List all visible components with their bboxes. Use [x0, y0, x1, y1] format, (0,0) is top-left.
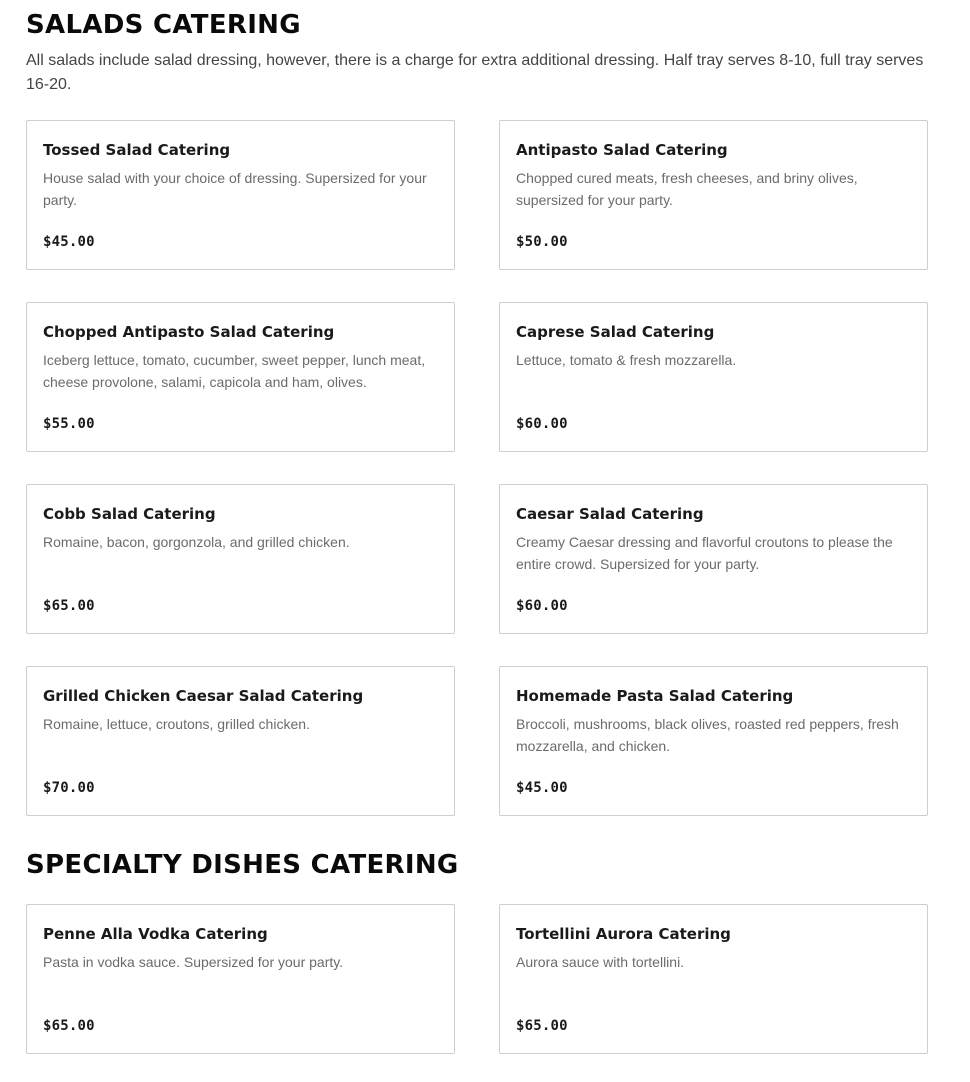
menu-item-price: $65.00: [43, 1018, 95, 1034]
menu-item-price: $70.00: [43, 780, 95, 796]
menu-item-card[interactable]: [26, 904, 455, 1054]
menu-item-name: Chopped Antipasto Salad Catering: [43, 323, 335, 341]
menu-item-name: Homemade Pasta Salad Catering: [516, 687, 794, 705]
menu-item-card[interactable]: [26, 302, 455, 452]
menu-item-description: Pasta in vodka sauce. Supersized for your party.: [43, 954, 344, 970]
menu-item-description: House salad with your choice of dressing. Supersized for your party.: [43, 170, 427, 208]
menu-item-description: Chopped cured meats, fresh cheeses, and briny olives, supersized for your party.: [516, 170, 858, 208]
menu-item-description: Creamy Caesar dressing and flavorful croutons to please the entire crowd. Supersized for your party.: [516, 534, 893, 572]
menu-item-name: Cobb Salad Catering: [43, 505, 216, 523]
menu-item-price: $60.00: [516, 598, 568, 614]
menu-item-price: $45.00: [516, 780, 568, 796]
specialty-item-grid: [26, 904, 928, 1054]
salads-item-grid: [26, 120, 928, 816]
menu-item-price: $65.00: [516, 1018, 568, 1034]
menu-item-card[interactable]: [499, 120, 928, 270]
menu-item-name: Penne Alla Vodka Catering: [43, 925, 268, 943]
menu-item-price: $65.00: [43, 598, 95, 614]
menu-item-card[interactable]: [499, 484, 928, 634]
menu-item-name: Caesar Salad Catering: [516, 505, 704, 523]
menu-item-name: Antipasto Salad Catering: [516, 141, 728, 159]
menu-item-card[interactable]: [26, 666, 455, 816]
menu-item-price: $55.00: [43, 416, 95, 432]
menu-item-card[interactable]: [499, 666, 928, 816]
menu-item-price: $50.00: [516, 234, 568, 250]
menu-item-card[interactable]: [26, 120, 455, 270]
menu-item-card[interactable]: [499, 302, 928, 452]
menu-item-card[interactable]: [499, 904, 928, 1054]
specialty-section-title: SPECIALTY DISHES CATERING: [26, 850, 459, 880]
menu-item-price: $45.00: [43, 234, 95, 250]
menu-item-description: Romaine, bacon, gorgonzola, and grilled chicken.: [43, 534, 350, 550]
menu-item-description: Broccoli, mushrooms, black olives, roasted red peppers, fresh mozzarella, and chicken.: [516, 716, 899, 754]
menu-item-description: Lettuce, tomato & fresh mozzarella.: [516, 352, 737, 368]
salads-section-description: All salads include salad dressing, however, there is a charge for extra additional dressing. Half tray serves 8-10, full tray serves 16-20.: [26, 52, 924, 93]
menu-item-price: $60.00: [516, 416, 568, 432]
menu-item-name: Grilled Chicken Caesar Salad Catering: [43, 687, 364, 705]
menu-item-description: Iceberg lettuce, tomato, cucumber, sweet pepper, lunch meat, cheese provolone, salami, capicola and ham, olives.: [43, 352, 426, 390]
menu-item-card[interactable]: [26, 484, 455, 634]
menu-item-description: Aurora sauce with tortellini.: [516, 954, 685, 970]
menu-item-description: Romaine, lettuce, croutons, grilled chicken.: [43, 716, 310, 732]
menu-item-name: Tortellini Aurora Catering: [516, 925, 731, 943]
menu-item-name: Tossed Salad Catering: [43, 141, 231, 159]
salads-section-title: SALADS CATERING: [26, 10, 301, 40]
menu-item-name: Caprese Salad Catering: [516, 323, 715, 341]
